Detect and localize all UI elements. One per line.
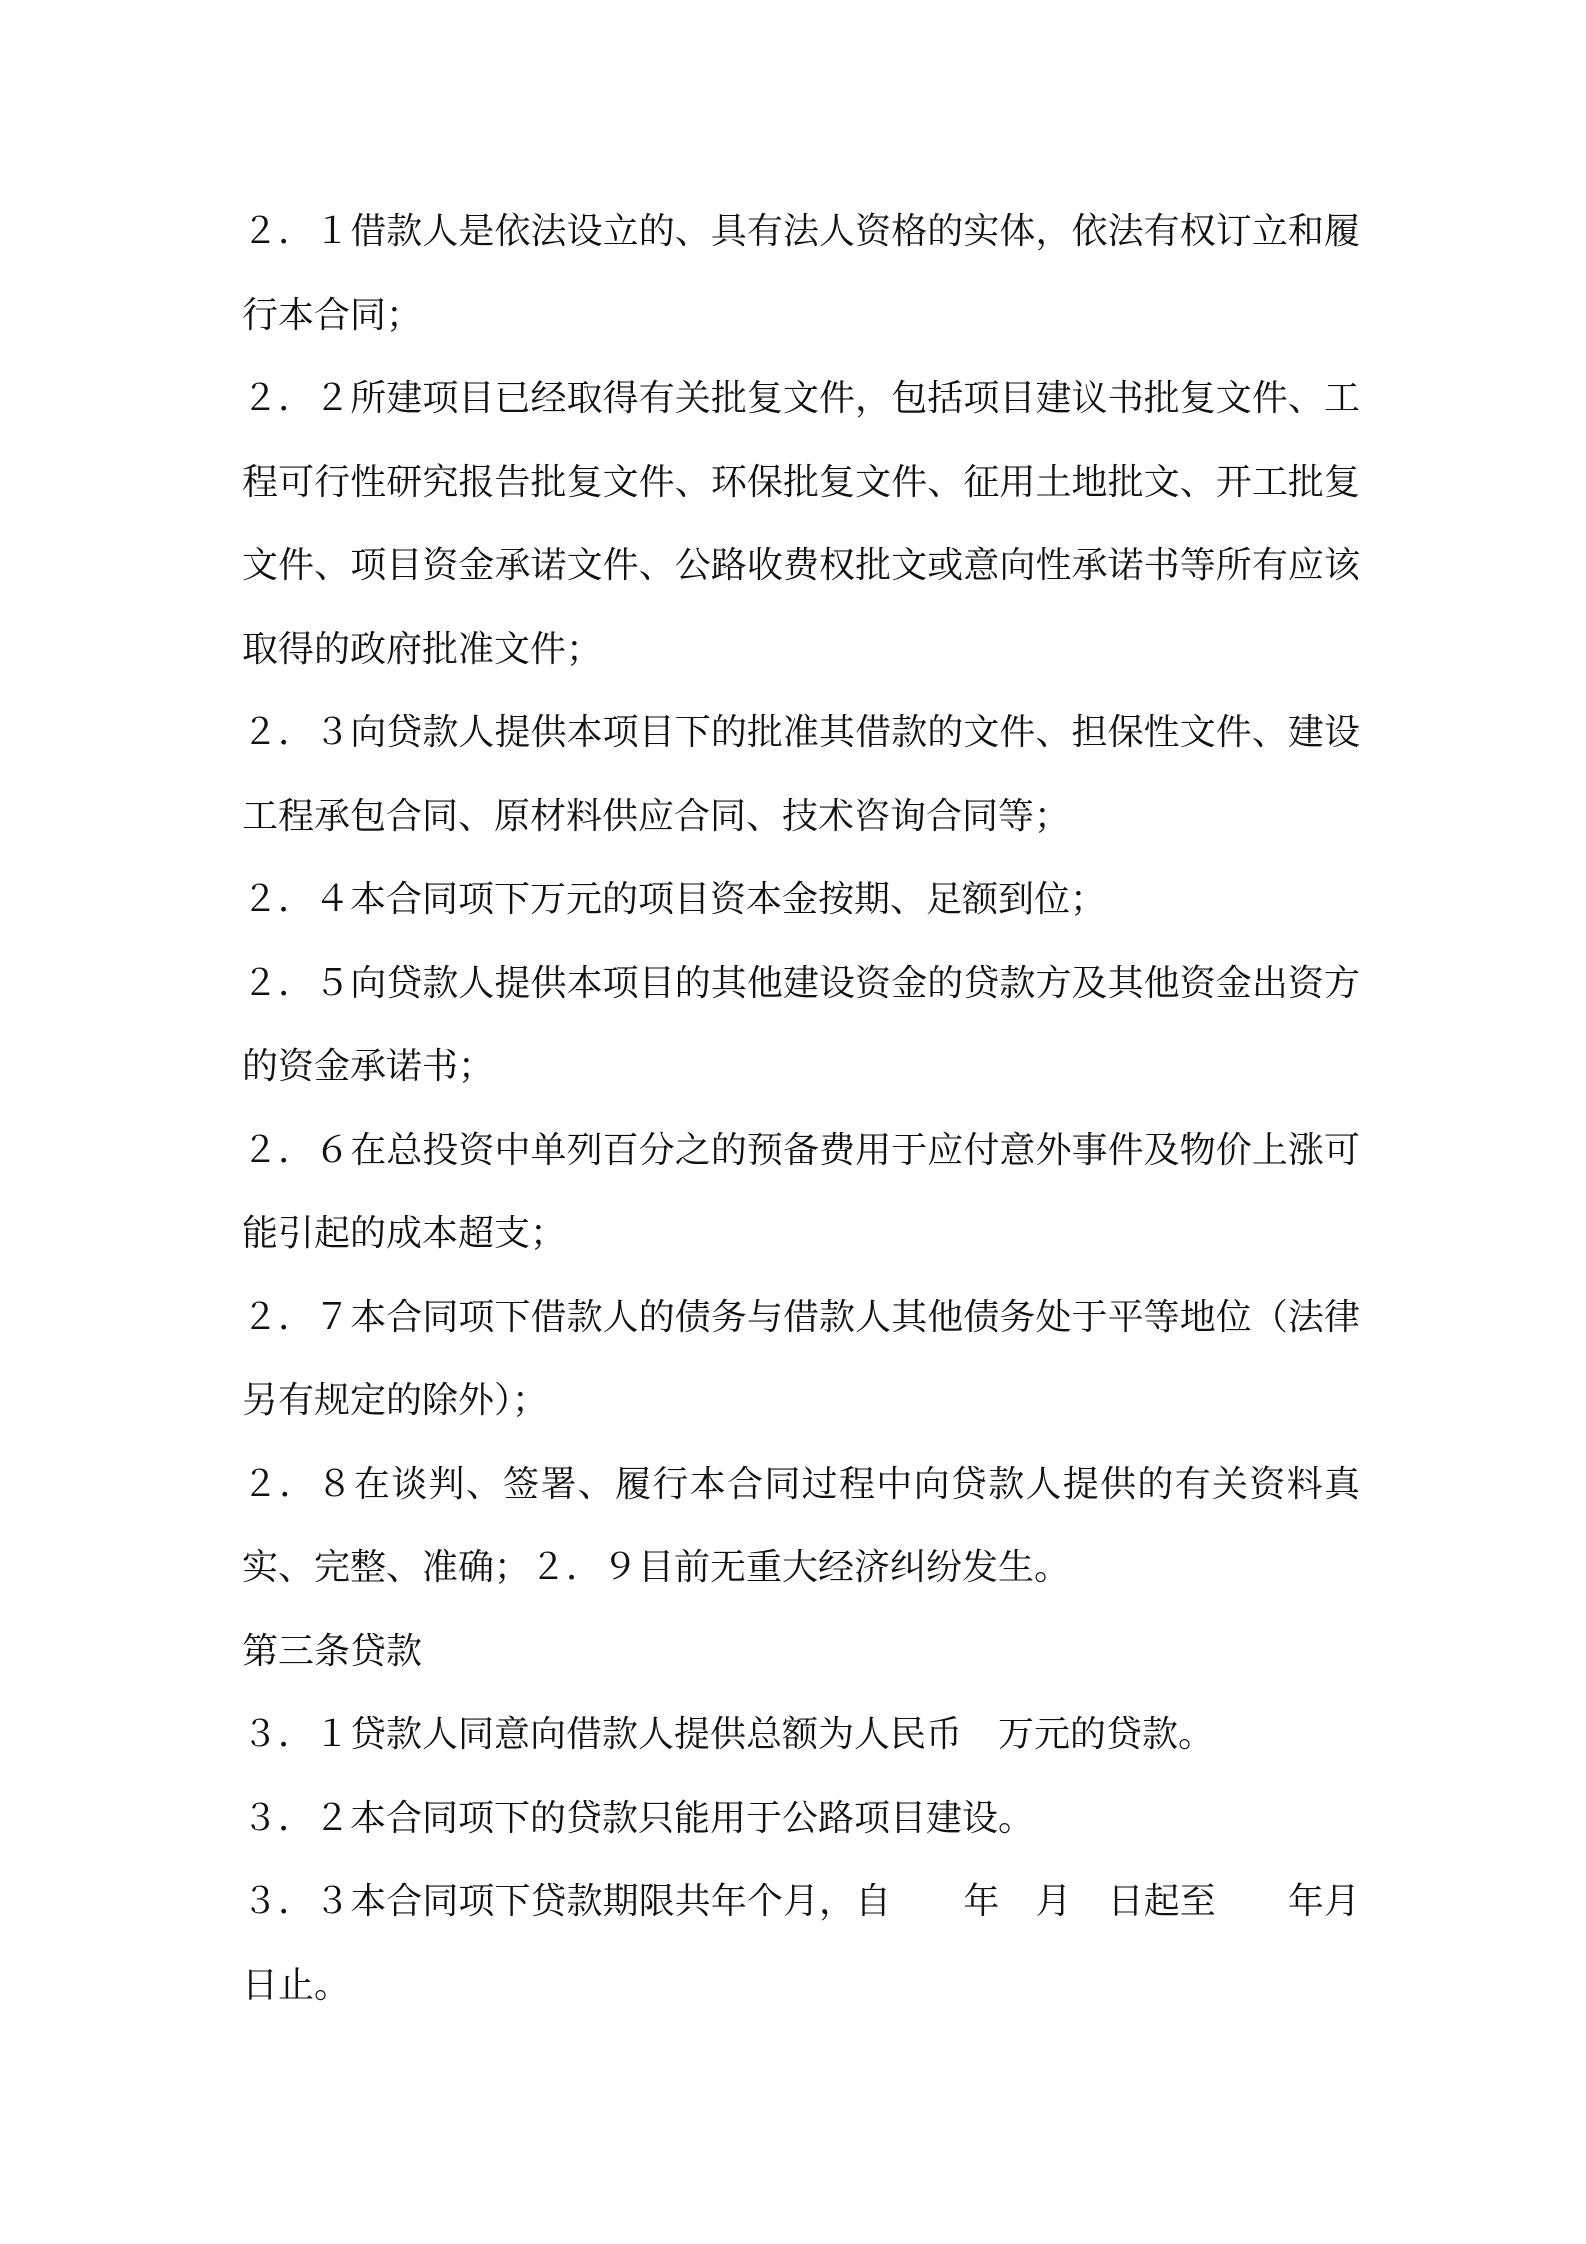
clause-2-2: ２．２所建项目已经取得有关批复文件，包括项目建议书批复文件、工程可行性研究报告批复文件、环保批复文件、征用土地批文、开工批复文件、项目资金承诺文件、公路收费权批文或意向性承诺书等所有应该取得的政府批准文件； (242, 378, 1360, 670)
clause-3-2: ３．２本合同项下的贷款只能用于公路项目建设。 (242, 1797, 1035, 1839)
clause-2-5: ２．５向贷款人提供本项目的其他建设资金的贷款方及其他资金出资方的资金承诺书； (242, 962, 1360, 1087)
clause-2-8-2-9: ２．８在谈判、签署、履行本合同过程中向贷款人提供的有关资料真实、完整、准确；２．９目前无重大经济纠纷发生。 (242, 1463, 1360, 1588)
clause-2-7: ２．７本合同项下借款人的债务与借款人其他债务处于平等地位（法律另有规定的除外）； (242, 1296, 1360, 1421)
clause-3-3: ３．３本合同项下贷款期限共年个月，自 年 月 日起至 年月 日止。 (242, 1881, 1397, 2006)
clause-2-4: ２．４本合同项下万元的项目资本金按期、足额到位； (242, 879, 1107, 920)
section-heading-article-3: 第三条贷款 (242, 1630, 423, 1672)
clause-2-3: ２．３向贷款人提供本项目下的批准其借款的文件、担保性文件、建设工程承包合同、原材料供应合同、技术咨询合同等； (242, 712, 1360, 837)
clause-2-6: ２．６在总投资中单列百分之的预备费用于应付意外事件及物价上涨可能引起的成本超支； (242, 1129, 1360, 1254)
document-body (242, 190, 1397, 2027)
clause-2-1: ２．１借款人是依法设立的、具有法人资格的实体，依法有权订立和履行本合同； (242, 211, 1360, 336)
clause-3-1: ３．１贷款人同意向借款人提供总额为人民币 万元的贷款。 (242, 1714, 1215, 1755)
